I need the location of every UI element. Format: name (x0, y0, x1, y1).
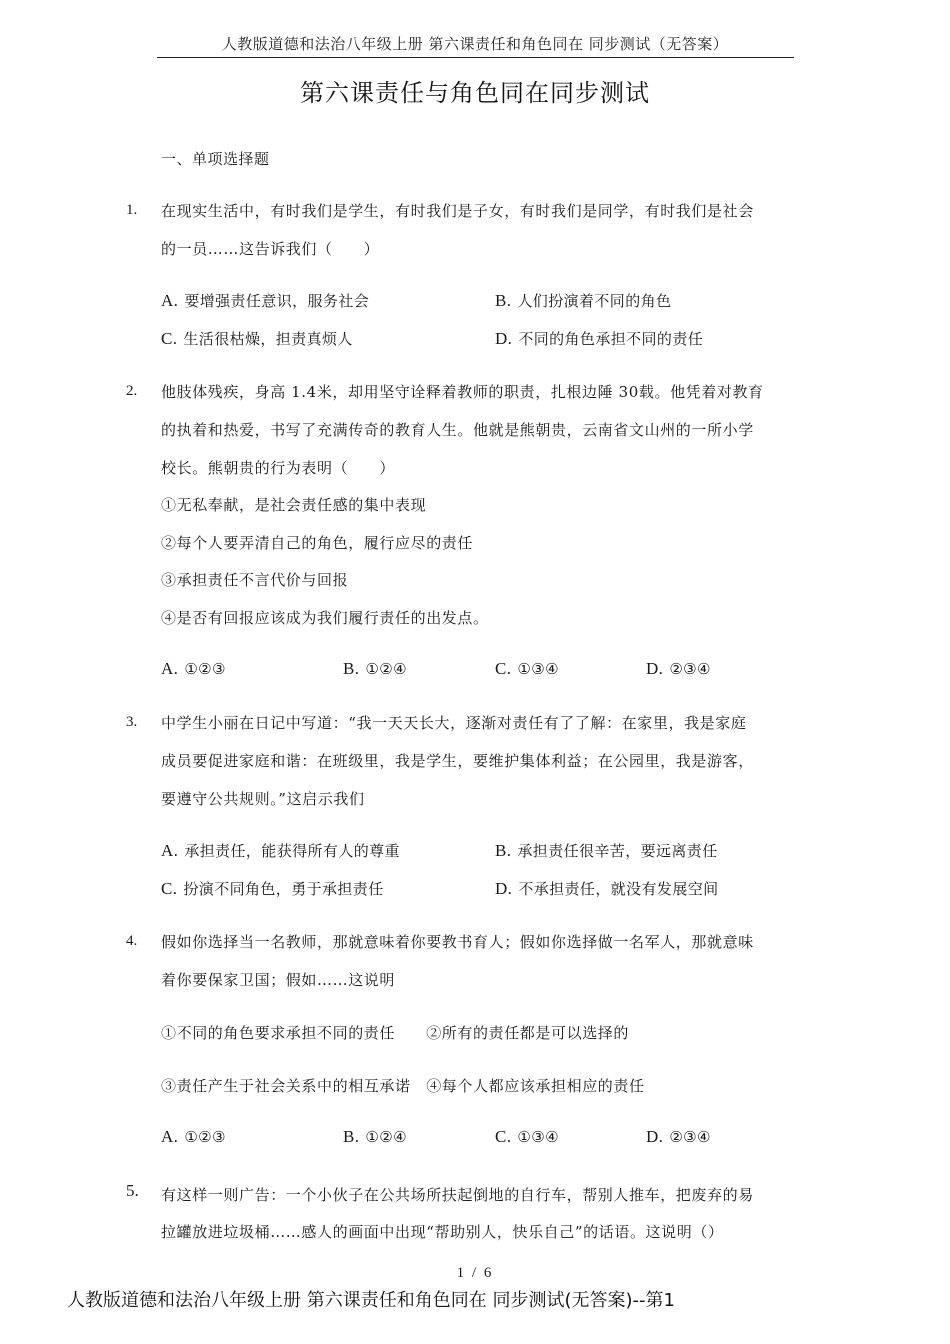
question-2-statement: ③承担责任不言代价与回报 (161, 571, 349, 589)
option-label: B. (343, 659, 360, 678)
question-4-option-c[interactable] (495, 1127, 559, 1147)
option-text: ①②③ (184, 1128, 226, 1146)
option-text: ①②③ (184, 660, 226, 678)
question-3-text-line: 成员要促进家庭和谐：在班级里，我是学生，要维护集体利益；在公园里，我是游客， (161, 752, 754, 770)
option-label: D. (495, 879, 513, 898)
question-4-text-line: 假如你选择当一名教师，那就意味着你要教书育人；假如你选择做一名军人，那就意味 (161, 933, 754, 951)
option-text: 扮演不同角色，勇于承担责任 (183, 880, 384, 898)
option-text: ①③④ (517, 660, 559, 678)
option-label: A. (161, 291, 179, 310)
option-text: ②③④ (669, 660, 711, 678)
question-3-option-c[interactable] (161, 878, 384, 899)
option-label: B. (343, 1127, 360, 1146)
question-3-text-line: 中学生小丽在日记中写道：“我一天天长大，逐渐对责任有了了解：在家里，我是家庭 (161, 714, 747, 732)
option-label: B. (495, 291, 512, 310)
question-4-number: 4. (126, 933, 138, 949)
page-number: 1 / 6 (456, 1265, 494, 1281)
document-title: 第六课责任与角色同在同步测试 (300, 79, 650, 107)
question-4-option-d[interactable] (646, 1127, 711, 1147)
option-text: 要增强责任意识，服务社会 (184, 292, 370, 310)
question-2-text-line: 的执着和热爱，书写了充满传奇的教育人生。他就是熊朝贵，云南省文山州的一所小学 (161, 421, 754, 439)
question-5-number: 5. (126, 1181, 139, 1200)
question-1-option-d[interactable] (495, 328, 703, 349)
option-label: A. (161, 659, 179, 678)
question-4-option-b[interactable] (343, 1127, 407, 1147)
question-2-number: 2. (126, 383, 138, 399)
question-2-statement: ①无私奉献，是社会责任感的集中表现 (161, 496, 427, 514)
option-text: ①③④ (517, 1128, 559, 1146)
header-divider (157, 57, 794, 58)
option-label: D. (646, 659, 664, 678)
question-2-text-line: 校长。熊朝贵的行为表明（ ） (161, 459, 396, 477)
option-text: 承担责任，能获得所有人的尊重 (184, 842, 400, 860)
question-1-text-line: 的一员……这告诉我们（ ） (161, 240, 380, 258)
option-label: C. (495, 659, 512, 678)
option-label: D. (495, 329, 513, 348)
page-header: 人教版道德和法治八年级上册 第六课责任和角色同在 同步测试（无答案） (221, 35, 729, 53)
section-heading: 一、单项选择题 (161, 150, 270, 168)
question-2-option-a[interactable] (161, 659, 226, 679)
question-3-option-a[interactable] (161, 840, 400, 861)
question-4-statement: ①不同的角色要求承担不同的责任 ②所有的责任都是可以选择的 (161, 1024, 630, 1042)
question-3-text-line: 要遵守公共规则。”这启示我们 (161, 790, 365, 808)
question-5-text-line: 有这样一则广告：一个小伙子在公共场所扶起倒地的自行车，帮别人推车，把废弃的易 (161, 1186, 754, 1204)
question-1-text-line: 在现实生活中，有时我们是学生，有时我们是子女，有时我们是同学，有时我们是社会 (161, 202, 754, 220)
document-footer-title: 人教版道德和法治八年级上册 第六课责任和角色同在 同步测试(无答案)--第1 (67, 1290, 675, 1311)
option-label: C. (161, 879, 178, 898)
question-4-statement: ③责任产生于社会关系中的相互承诺 ④每个人都应该承担相应的责任 (161, 1077, 645, 1095)
question-2-option-d[interactable] (646, 659, 711, 679)
question-1-option-c[interactable] (161, 328, 353, 349)
question-2-statement: ④是否有回报应该成为我们履行责任的出发点。 (161, 609, 489, 627)
option-text: ①②④ (365, 1128, 407, 1146)
question-5-text-line: 拉罐放进垃圾桶……感人的画面中出现“帮助别人，快乐自己”的话语。这说明（） (161, 1223, 724, 1241)
question-1-number: 1. (126, 202, 138, 218)
option-text: 不承担责任，就没有发展空间 (518, 880, 719, 898)
option-label: A. (161, 841, 179, 860)
option-label: B. (495, 841, 512, 860)
option-text: ②③④ (669, 1128, 711, 1146)
question-3-option-b[interactable] (495, 840, 718, 861)
question-2-statement: ②每个人要弄清自己的角色，履行应尽的责任 (161, 534, 474, 552)
option-label: C. (495, 1127, 512, 1146)
option-text: 生活很枯燥，担责真烦人 (183, 330, 353, 348)
question-4-option-a[interactable] (161, 1127, 226, 1147)
option-text: 不同的角色承担不同的责任 (518, 330, 704, 348)
question-3-number: 3. (126, 714, 138, 730)
question-1-option-b[interactable] (495, 290, 671, 311)
question-2-text-line: 他肢体残疾，身高 1.4米，却用坚守诠释着教师的职责，扎根边陲 30载。他凭着对教育 (161, 383, 764, 401)
option-label: C. (161, 329, 178, 348)
option-text: 承担责任很辛苦，要远离责任 (517, 842, 718, 860)
question-2-option-b[interactable] (343, 659, 407, 679)
option-text: 人们扮演着不同的角色 (517, 292, 672, 310)
question-2-option-c[interactable] (495, 659, 559, 679)
question-4-text-line: 着你要保家卫国；假如……这说明 (161, 971, 396, 989)
question-1-option-a[interactable] (161, 290, 369, 311)
option-text: ①②④ (365, 660, 407, 678)
option-label: D. (646, 1127, 664, 1146)
question-3-option-d[interactable] (495, 878, 719, 899)
option-label: A. (161, 1127, 179, 1146)
